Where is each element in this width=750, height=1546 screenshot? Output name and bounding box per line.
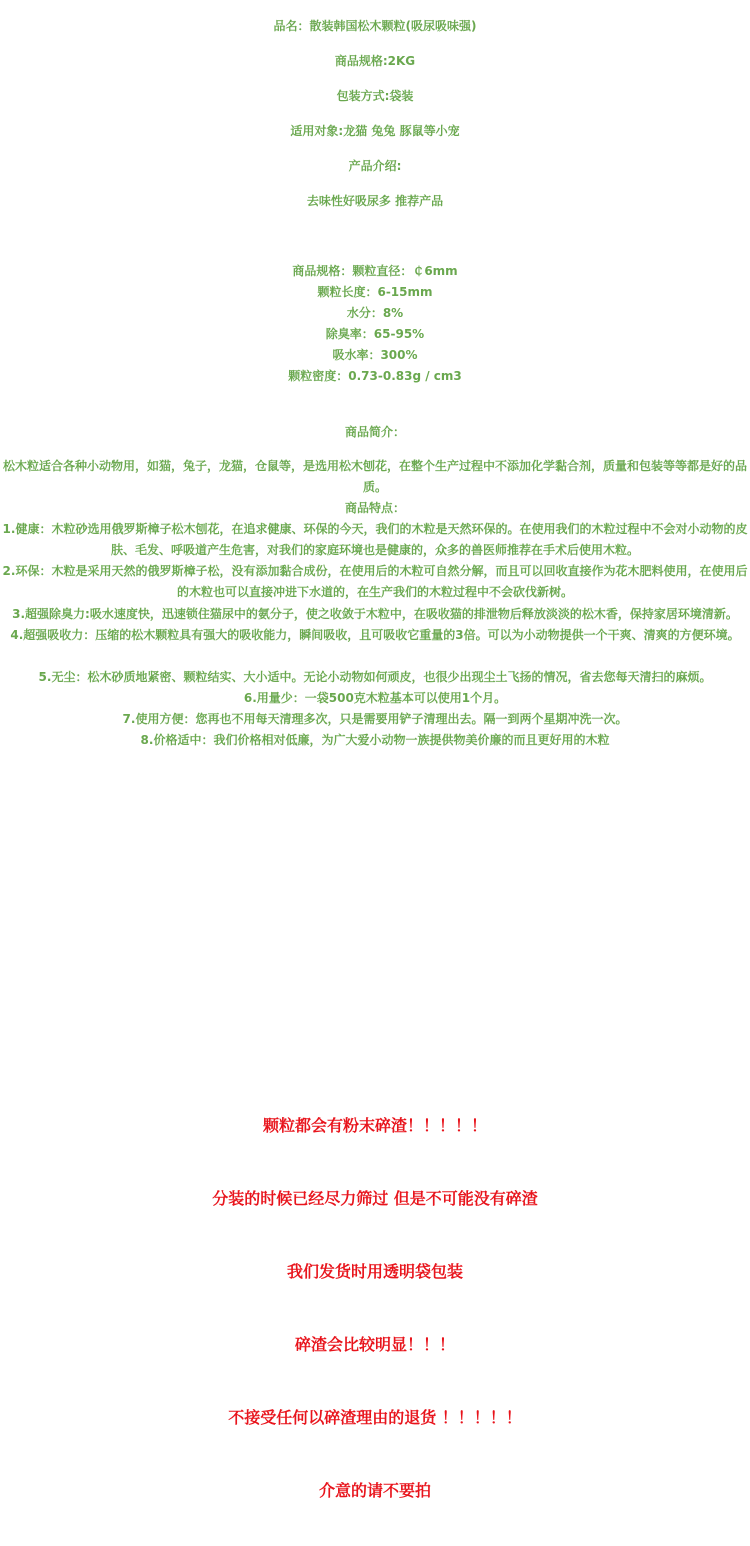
packaging: 包装方式:袋装	[336, 89, 414, 103]
notice-line: 不接受任何以碎渣理由的退货 ！！！！！	[228, 1408, 522, 1427]
notice-line: 颗粒都会有粉末碎渣！！！！！	[262, 1116, 487, 1135]
features-label: 商品特点：	[344, 501, 405, 515]
summary-text: 松木粒适合各种小动物用，如猫，兔子，龙猫，仓鼠等，是选用松木刨花，在整个生产过程中不添加化学黏合剂，质量和包装等等都是好的品质。	[2, 459, 747, 494]
feature-item: 3.超强除臭力:吸水速度快，迅速锁住猫尿中的氨分子，使之收敛于木粒中，在吸收猫的排泄物后释放淡淡的松木香，保持家居环境清新。	[12, 607, 738, 621]
feature-item: 2.环保：木粒是采用天然的俄罗斯樟子松，没有添加黏合成份，在使用后的木粒可自然分解，而且可以回收直接作为花木肥料使用，在使用后的木粒也可以直接冲进下水道的，在生产我们的木粒过程中不会砍伐新树。	[2, 564, 748, 599]
notice-line: 分装的时候已经尽力筛过 但是不可能没有碎渣	[212, 1189, 538, 1208]
spec-deodor: 除臭率：65-95%	[325, 327, 425, 341]
feature-item: 7.使用方便：您再也不用每天清理多次，只是需要用铲子清理出去。隔一到两个星期冲洗一次。	[122, 712, 628, 726]
product-name: 品名：散装韩国松木颗粒(吸尿吸味强)	[273, 19, 477, 33]
intro-text: 去味性好吸尿多 推荐产品	[306, 194, 444, 208]
spec-diameter: 商品规格：颗粒直径：￠6mm	[292, 264, 458, 278]
feature-item: 8.价格适中：我们价格相对低廉，为广大爱小动物一族提供物美价廉的而且更好用的木粒	[140, 733, 610, 747]
feature-item: 5.无尘：松木砂质地紧密、颗粒结实、大小适中。无论小动物如何顽皮，也很少出现尘土飞扬的情况，省去您每天清扫的麻烦。	[38, 670, 712, 684]
feature-item: 4.超强吸收力：压缩的松木颗粒具有强大的吸收能力，瞬间吸收，且可吸收它重量的3倍。可以为小动物提供一个干爽、清爽的方便环境。	[10, 628, 740, 642]
spec-moisture: 水分：8%	[346, 306, 404, 320]
target-animals: 适用对象:龙猫 兔兔 豚鼠等小宠	[290, 124, 460, 138]
feature-item: 6.用量少：一袋500克木粒基本可以使用1个月。	[243, 691, 507, 705]
feature-item: 1.健康：木粒砂选用俄罗斯樟子松木刨花，在追求健康、环保的今天，我们的木粒是天然环保的。在使用我们的木粒过程中不会对小动物的皮肤、毛发、呼吸道产生危害，对我们的家庭环境也是健康的，众多的兽医师推荐在手术后使用木粒。	[2, 522, 748, 557]
spec-density: 颗粒密度：0.73-0.83g / cm3	[288, 369, 462, 383]
summary-label: 商品简介：	[344, 425, 405, 439]
intro-label: 产品介绍:	[348, 159, 402, 173]
spec-length: 颗粒长度：6-15mm	[317, 285, 433, 299]
spec-absorb: 吸水率：300%	[332, 348, 418, 362]
notice-line: 介意的请不要拍	[318, 1481, 431, 1500]
notice-line: 碎渣会比较明显！！！	[294, 1335, 455, 1354]
notice-line: 我们发货时用透明袋包装	[286, 1262, 463, 1281]
product-spec: 商品规格:2KG	[334, 54, 416, 68]
